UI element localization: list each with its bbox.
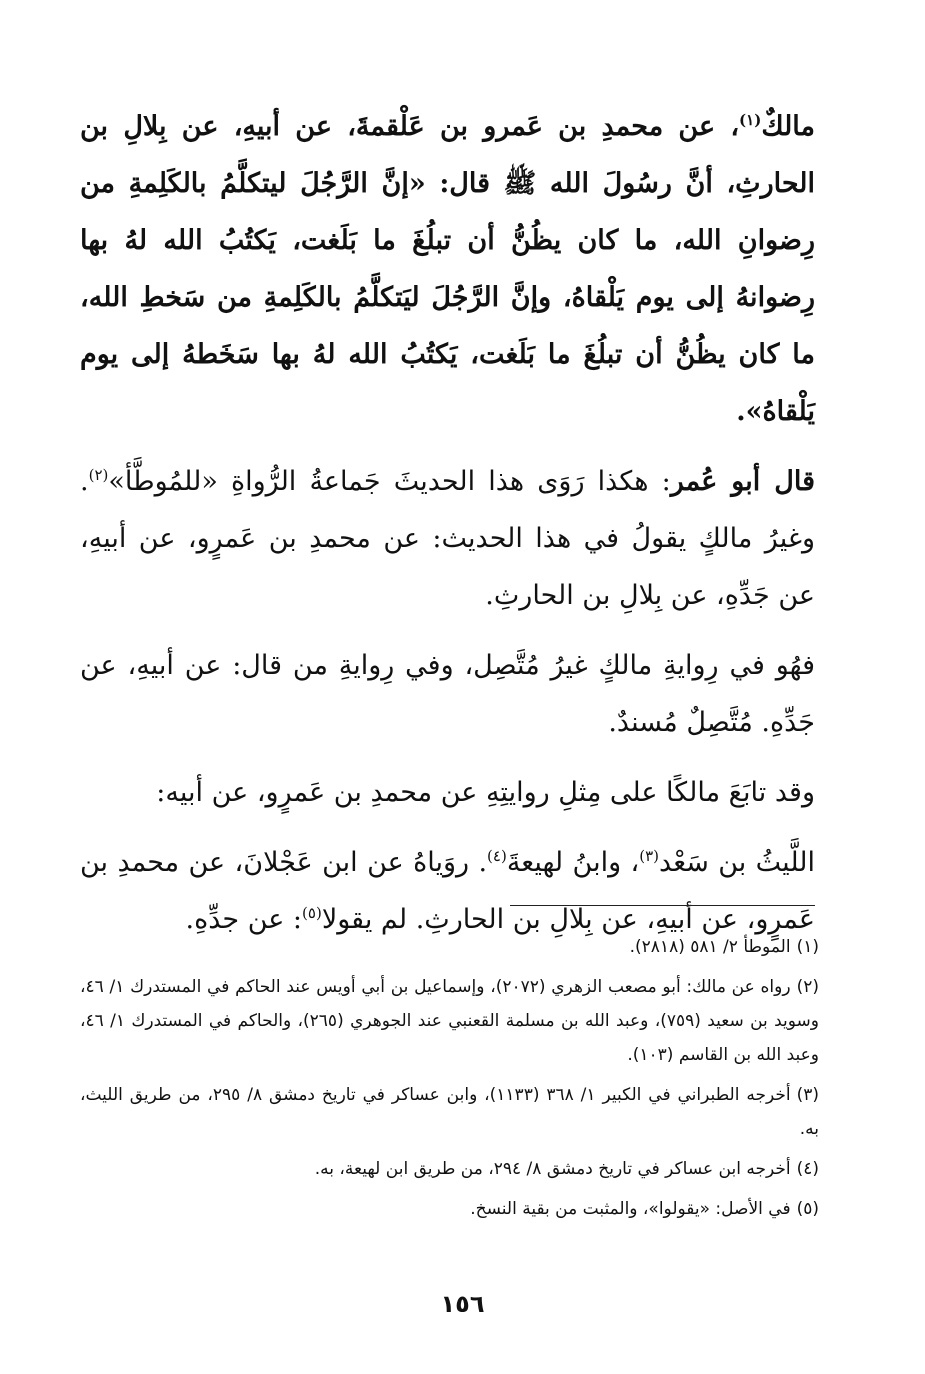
footnote-3 [80, 1078, 819, 1146]
layth-text: . روَياهُ عن ابن عَجْلانَ، عن محمدِ بن عَمرٍو، عن أبيهِ، عن بِلالِ بن الحارثِ. لم يقولا [80, 847, 815, 935]
narrator-malik: مالكٌ [761, 111, 815, 142]
footnote-ref-4[interactable]: (٤) [487, 847, 507, 865]
main-text [80, 98, 815, 961]
footnote-separator [510, 905, 815, 906]
footnote-text: رواه عن مالك: أبو مصعب الزهري (٢٠٧٢)، وإسماعيل بن أبي أويس عند الحاكم في المستدرك ١/ ٤٦، وسويد بن سعيد (٧٥٩)، وعبد الله بن مسلمة القعنبي عند الجوهري (٢٦٥)، والحاكم في المستدرك ١/ ٤٦، وعبد الله بن القاسم (١٠٣). [80, 977, 820, 1065]
footnote-number: (٤) [796, 1159, 819, 1179]
footnote-2 [80, 970, 819, 1072]
footnote-number: (٥) [796, 1199, 819, 1219]
layth-name: اللَّيثُ بن سَعْد [659, 847, 815, 878]
footnotes [80, 930, 819, 1232]
footnote-text: في الأصل: «يقولوا»، والمثبت من بقية النسخ. [470, 1199, 791, 1219]
layth-text-end: : عن جدِّهِ. [185, 904, 303, 935]
abu-umar-label: قال أبو عُمر [670, 466, 815, 497]
footnote-number: (٣) [796, 1085, 820, 1105]
footnote-ref-5[interactable]: (٥) [302, 904, 322, 922]
footnote-text: أخرجه ابن عساكر في تاريخ دمشق ٨/ ٢٩٤، من طريق ابن لهيعة، به. [314, 1159, 791, 1179]
footnote-ref-3[interactable]: (٣) [639, 847, 660, 865]
footnote-1 [80, 930, 819, 964]
footnote-5 [80, 1192, 819, 1226]
footnote-4 [80, 1152, 819, 1186]
hadith-text: ، عن محمدِ بن عَمرو بن عَلْقمةَ، عن أبيهِ، عن بِلالِ بن الحارثِ، أنَّ رسُولَ الله ﷺ قال: «إنَّ الرَّجُلَ ليتكلَّمُ بالكَلِمةِ من رِضوانِ الله، ما كان يظُنُّ أن تبلُغَ ما بَلَغت، يَكتُبُ الله لهُ بها رِضوانهُ إلى يوم يَلْقاهُ، وإنَّ الرَّجُلَ ليَتكلَّمُ بالكَلِمةِ من سَخطِ الله، ما كان يظُنُّ أن تبلُغَ ما بَلَغت، يَكتُبُ الله لهُ بها سَخَطهُ إلى يوم يَلْقاهُ». [80, 111, 815, 427]
paragraph-followers: وقد تابَعَ مالكًا على مِثلِ روايتِهِ عن محمدِ بن عَمرٍو، عن أبيه: [156, 777, 815, 808]
footnote-text: أخرجه الطبراني في الكبير ١/ ٣٦٨ (١١٣٣)، وابن عساكر في تاريخ دمشق ٨/ ٢٩٥، من طريق الليث، به. [80, 1085, 819, 1139]
footnote-text: الموطأ ٢/ ٥٨١ (٢٨١٨). [629, 937, 791, 957]
abu-umar-text-a: : هكذا رَوَى هذا الحديثَ جَماعةُ الرُّواةِ «للمُوطَّأ» [108, 466, 671, 497]
paragraph-abu-umar [80, 453, 815, 624]
footnote-number: (٢) [796, 977, 819, 997]
footnote-number: (١) [796, 937, 819, 957]
footnote-ref-1[interactable]: (١) [739, 111, 762, 129]
paragraph-connection: فهُو في رِوايةِ مالكٍ غيرُ مُتَّصِل، وفي رِوايةِ من قال: عن أبيهِ، عن جَدِّهِ. مُتَّصِلٌ مُسندٌ. [80, 650, 815, 738]
abu-umar-text-b: . وغيرُ مالكٍ يقولُ في هذا الحديث: عن محمدِ بن عَمرٍو، عن أبيهِ، عن جَدِّهِ، عن بِلالِ بن الحارثِ. [80, 466, 815, 611]
page-number: ١٥٦ [440, 1290, 485, 1318]
ibn-lahia-name: ، وابنُ لهيعةَ [506, 847, 640, 878]
footnote-ref-2[interactable]: (٢) [88, 466, 109, 484]
paragraph-hadith [80, 98, 815, 440]
